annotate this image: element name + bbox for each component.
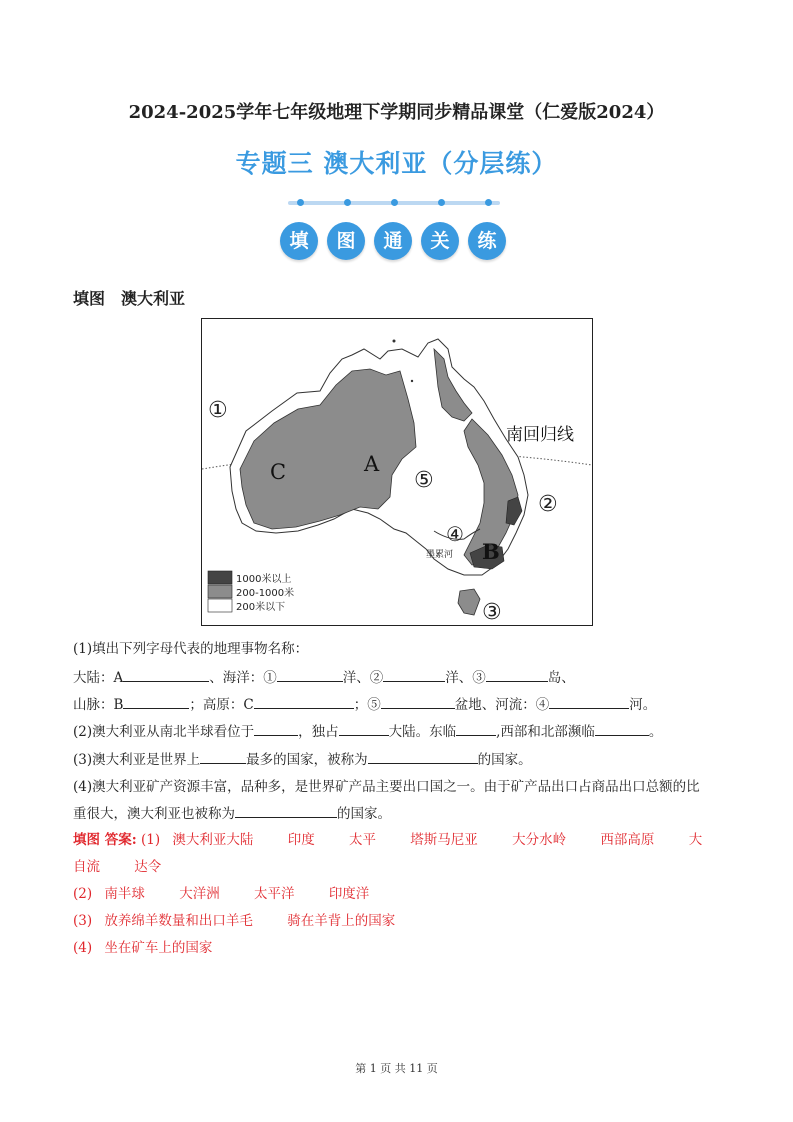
q1-plateau-label: ；高原：C [189, 697, 254, 713]
badge-lian: 练 [468, 222, 506, 260]
q2-text: ，独占 [298, 724, 339, 740]
label-letter-c: C [270, 460, 287, 484]
label-letter-a: A [364, 452, 380, 476]
q3-text: (3)澳大利亚是世界上 [73, 752, 201, 768]
answer-blank[interactable] [254, 721, 298, 736]
q1-continent-label: 大陆：A [73, 670, 124, 686]
answer-item: 塔斯马尼亚 [410, 832, 478, 848]
decorative-dot [344, 199, 351, 206]
answer-blank[interactable] [383, 667, 445, 682]
answer-3 [73, 911, 395, 931]
answer-blank[interactable] [549, 694, 629, 709]
q1-river-label: 盆地、河流：④ [454, 697, 550, 713]
answer-blank[interactable] [456, 721, 496, 736]
q1-ocean2-label: 洋、② [342, 670, 384, 686]
legend-high-label: 1000米以上 [236, 574, 292, 585]
label-circle-1: ① [208, 398, 228, 423]
answer-blank[interactable] [595, 721, 649, 736]
decorative-dot [438, 199, 445, 206]
answer-item: 坐在矿车上的国家 [104, 940, 213, 956]
q2-text: 。 [648, 724, 663, 740]
decorative-dot [297, 199, 304, 206]
label-letter-b: B [482, 539, 500, 564]
q4-text: 重很大，澳大利亚也被称为 [73, 806, 235, 822]
q2-text: 大陆。东临 [388, 724, 457, 740]
q1-river-suffix: 河。 [629, 697, 657, 713]
badge-row [278, 222, 516, 262]
answer-label: 填图 答案: [73, 832, 137, 848]
island [393, 340, 396, 343]
answer-blank[interactable] [339, 721, 389, 736]
legend-low-label: 200米以下 [236, 602, 286, 613]
answer-blank[interactable] [486, 667, 548, 682]
answer-item: 自流 [73, 859, 100, 875]
label-circle-3: ③ [482, 600, 502, 625]
answer-item: 太平 [349, 832, 376, 848]
label-circle-4: ④ [446, 522, 464, 546]
legend-swatch-low [208, 599, 232, 612]
answer-blank[interactable] [277, 667, 343, 682]
australia-map [201, 318, 593, 626]
answer-item: 骑在羊背上的国家 [287, 913, 396, 929]
q1-mountain-label: 山脉：B [73, 697, 124, 713]
q3-text: 最多的国家，被称为 [246, 752, 368, 768]
q1-island-label: 洋、③ [445, 670, 486, 686]
answer-item: 西部高原 [600, 832, 655, 848]
answer-item: 放养绵羊数量和出口羊毛 [104, 913, 253, 929]
q1-basin-label: ；⑤ [353, 697, 381, 713]
badge-tian: 填 [280, 222, 318, 260]
answer-item: 澳大利亚大陆 [172, 832, 254, 848]
answer-blank[interactable] [123, 694, 189, 709]
legend-swatch-high [208, 571, 232, 584]
answer-blank[interactable] [123, 667, 209, 682]
badge-tong: 通 [374, 222, 412, 260]
q1-island-suffix: 岛、 [547, 670, 575, 686]
answer-prefix: (4) [73, 940, 93, 956]
document-title: 2024-2025学年七年级地理下学期同步精品课堂（仁爱版2024） [128, 102, 665, 123]
island [411, 380, 413, 382]
answer-prefix: (1) [140, 832, 161, 848]
legend-mid-label: 200-1000米 [236, 588, 295, 599]
answer-2 [73, 884, 369, 904]
question-4-line-2 [73, 803, 391, 824]
answer-item: 印度 [287, 832, 315, 848]
decorative-dot [485, 199, 492, 206]
answer-blank[interactable] [368, 749, 478, 764]
legend-swatch-mid [208, 585, 232, 598]
answer-blank[interactable] [235, 803, 337, 818]
answer-blank[interactable] [254, 694, 354, 709]
label-circle-2: ② [538, 492, 558, 517]
answer-item: 大 [688, 832, 703, 848]
question-2 [73, 721, 662, 742]
question-3 [73, 749, 532, 770]
answer-item: 达令 [134, 859, 162, 875]
answer-prefix: (3) [73, 913, 93, 929]
answer-item: 大分水岭 [512, 832, 567, 848]
answer-item: 大洋洲 [179, 886, 220, 902]
label-tropic: 南回归线 [506, 425, 574, 445]
answer-1-continued [73, 857, 161, 877]
answer-1 [73, 830, 702, 850]
label-circle-5: ⑤ [414, 468, 434, 493]
answer-item: 南半球 [104, 886, 145, 902]
question-1-line-2 [73, 694, 656, 715]
question-1-intro: (1)填出下列字母代表的地理事物名称： [73, 641, 309, 657]
question-4-line-1: (4)澳大利亚矿产资源丰富，品种多，是世界矿产品主要出口国之一。由于矿产品出口占商品出口总额的比 [73, 779, 700, 795]
page-footer: 第 1 页 共 11 页 [355, 1062, 438, 1075]
q4-text: 的国家。 [337, 806, 391, 822]
q3-text: 的国家。 [477, 752, 532, 768]
q2-text: ,西部和北部濒临 [496, 724, 595, 740]
badge-tu: 图 [327, 222, 365, 260]
badge-guan: 关 [421, 222, 459, 260]
tasmania [458, 589, 480, 615]
answer-blank[interactable] [200, 749, 246, 764]
answer-item: 太平洋 [254, 886, 295, 902]
decorative-dot [391, 199, 398, 206]
answer-item: 印度洋 [328, 886, 370, 902]
answer-blank[interactable] [381, 694, 455, 709]
topic-title: 专题三 澳大利亚（分层练） [235, 149, 558, 178]
question-1-line-1 [73, 667, 575, 688]
q2-text: (2)澳大利亚从南北半球看位于 [73, 724, 255, 740]
australia-map-figure [202, 319, 592, 625]
q1-ocean1-label: 、海洋：① [209, 670, 277, 686]
answer-4 [73, 938, 212, 958]
label-river: 墨累河 [426, 550, 454, 560]
section-heading: 填图 澳大利亚 [73, 289, 186, 308]
answer-prefix: (2) [73, 886, 93, 902]
